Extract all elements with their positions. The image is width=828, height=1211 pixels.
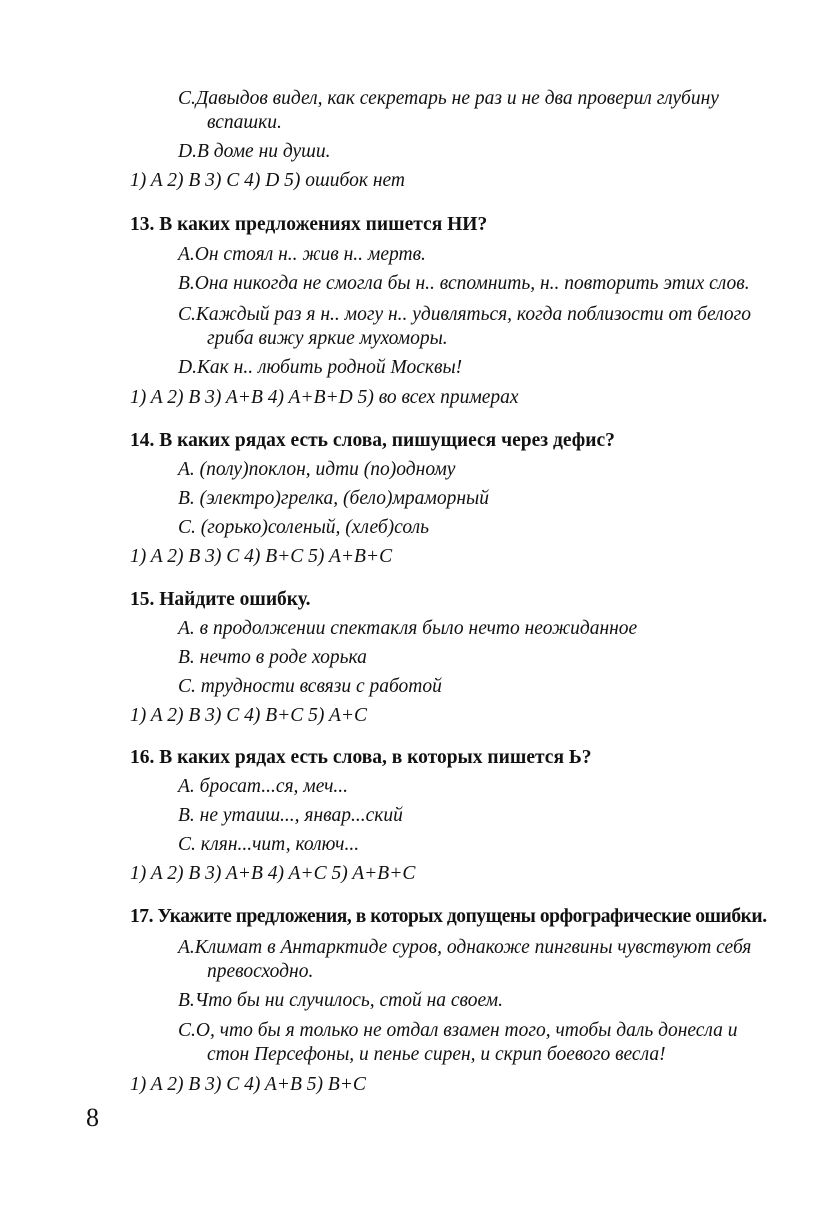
q14-option-c: C. (горько)соленый, (хлеб)соль	[178, 517, 429, 538]
q15-title: 15. Найдите ошибку.	[130, 589, 311, 610]
q16-option-a: A. бросат...ся, меч...	[178, 776, 349, 797]
q16-option-b: B. не утаиш..., январ...ский	[178, 805, 403, 826]
q13-answers: 1) A 2) B 3) A+B 4) A+B+D 5) во всех примерах	[130, 387, 519, 408]
q12-option-d: D.В доме ни души.	[178, 141, 331, 162]
q17-option-a-line2: превосходно.	[207, 961, 314, 982]
q17-option-a-line1: A.Климат в Антарктиде суров, однакоже пингвины чувствуют себя	[178, 937, 752, 958]
q13-option-d: D.Как н.. любить родной Москвы!	[178, 357, 463, 378]
q16-title: 16. В каких рядах есть слова, в которых пишется Ь?	[130, 747, 592, 768]
q12-answers: 1) A 2) B 3) C 4) D 5) ошибок нет	[130, 170, 405, 191]
q14-option-b: B. (электро)грелка, (бело)мраморный	[178, 488, 489, 509]
q17-option-b: B.Что бы ни случилось, стой на своем.	[178, 990, 504, 1011]
q14-title: 14. В каких рядах есть слова, пишущиеся через дефис?	[130, 430, 615, 451]
q15-option-c: C. трудности всвязи с работой	[178, 676, 442, 697]
q13-option-b: B.Она никогда не смогла бы н.. вспомнить, н.. повторить этих слов.	[178, 273, 750, 294]
q12-option-c-line2: вспашки.	[207, 112, 282, 133]
q15-option-a: A. в продолжении спектакля было нечто неожиданное	[178, 618, 638, 639]
q17-option-c-line2: стон Персефоны, и пенье сирен, и скрип боевого весла!	[207, 1044, 666, 1065]
q13-option-c-line2: гриба вижу яркие мухоморы.	[207, 328, 448, 349]
q13-option-c-line1: C.Каждый раз я н.. могу н.. удивляться, когда поблизости от белого	[178, 304, 751, 325]
q17-title: 17. Укажите предложения, в которых допущены орфографические ошибки.	[130, 906, 767, 927]
q13-title: 13. В каких предложениях пишется НИ?	[130, 214, 488, 235]
q15-answers: 1) A 2) B 3) C 4) B+C 5) A+C	[130, 705, 368, 726]
q15-option-b: B. нечто в роде хорька	[178, 647, 367, 668]
q16-option-c: C. клян...чит, колюч...	[178, 834, 360, 855]
q17-option-c-line1: C.О, что бы я только не отдал взамен того, чтобы даль донесла и	[178, 1020, 738, 1041]
q17-answers: 1) A 2) B 3) C 4) A+B 5) B+C	[130, 1074, 366, 1095]
q13-option-a: A.Он стоял н.. жив н.. мертв.	[178, 244, 426, 265]
q14-answers: 1) A 2) B 3) C 4) B+C 5) A+B+C	[130, 546, 393, 567]
q14-option-a: A. (полу)поклон, идти (по)одному	[178, 459, 456, 480]
page-number: 8	[86, 1103, 99, 1132]
q16-answers: 1) A 2) B 3) A+B 4) A+C 5) A+B+C	[130, 863, 416, 884]
q12-option-c-line1: C.Давыдов видел, как секретарь не раз и не два проверил глубину	[178, 88, 719, 109]
